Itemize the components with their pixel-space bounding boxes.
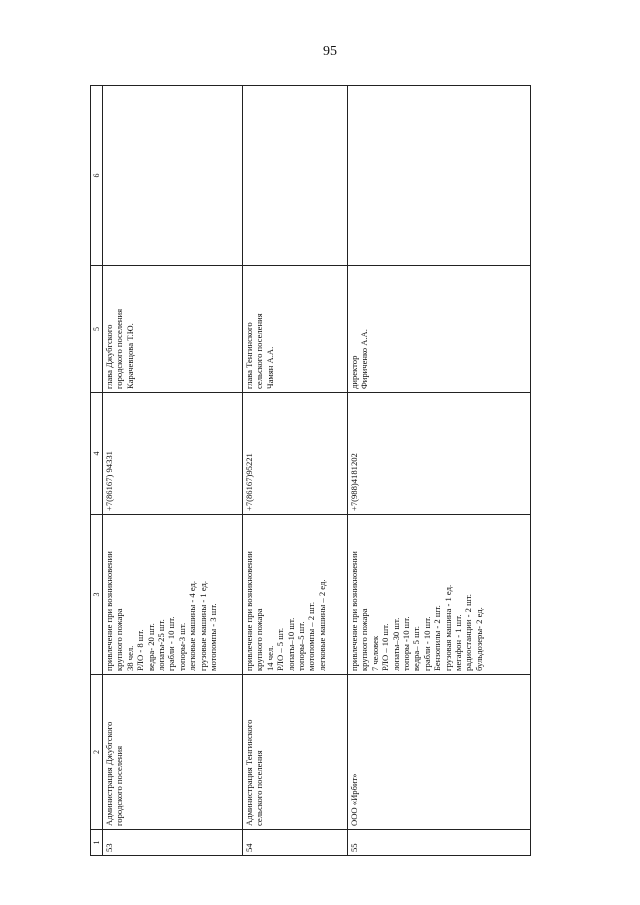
responsible-line: глава Джубгского (104, 324, 114, 389)
resources-cell (348, 515, 531, 675)
resource-line: грузовые машины - 1 ед. (197, 580, 208, 671)
resource-line: РЛО – 10 шт. (380, 623, 391, 671)
table-area (90, 86, 570, 856)
organization-cell (243, 675, 348, 830)
responsible-line: сельского поселения (254, 313, 265, 389)
resource-line: мегафон - 1 шт. (453, 614, 464, 671)
resource-line: бульдозеры- 2 ед. (473, 607, 484, 671)
resource-line: грабли - 10 шт. (421, 616, 432, 671)
phone-cell: +7(86167)95221 (243, 393, 348, 515)
row-number: 55 (348, 830, 531, 856)
responsible-line: Чамян А.А. (264, 346, 275, 389)
resources-table (90, 85, 531, 856)
rotated-table-wrapper (90, 86, 570, 856)
resource-line: Бензопилы - 2 шт. (432, 605, 443, 671)
table-row (103, 86, 243, 856)
resource-line: лопаты-25 шт. (156, 619, 167, 671)
resource-line: радиостанции - 2 шт. (463, 594, 474, 671)
resource-line: РЛО - 8 шт. (135, 629, 146, 671)
responsible-line: Карачевцова Т.Ю. (124, 323, 135, 389)
resource-line: крупного пожара (359, 608, 370, 671)
resource-line: крупного пожара (254, 608, 265, 671)
resource-line: топоры-3 шт. (176, 622, 187, 671)
table-row (348, 86, 531, 856)
resource-line: ведра- 20 шт. (145, 623, 156, 671)
resources-cell (103, 515, 243, 675)
phone-cell: +7(86167) 94331 (103, 393, 243, 515)
resource-line: привлечение при возникновении (244, 551, 254, 671)
resource-line: мотопомпы - 3 шт. (208, 603, 219, 671)
column-number: 4 (91, 393, 103, 515)
note-cell (103, 86, 243, 266)
column-number: 3 (91, 515, 103, 675)
responsible-cell (103, 266, 243, 393)
resource-line: 14 чел. (264, 645, 275, 671)
organization-cell (103, 675, 243, 830)
resource-line: ведра– 5 шт. (411, 626, 422, 671)
resource-line: легковые машины – 2 ед. (316, 579, 327, 671)
note-cell (348, 86, 531, 266)
resource-line: грабли - 10 шт. (166, 616, 177, 671)
resource-line: грузовая машина - 1 ед. (442, 584, 453, 671)
responsible-line: глава Тенгинского (244, 322, 254, 389)
column-number: 6 (91, 86, 103, 266)
responsible-cell (348, 266, 531, 393)
column-number-row (91, 86, 103, 856)
note-cell (243, 86, 348, 266)
responsible-cell (243, 266, 348, 393)
table-row (243, 86, 348, 856)
resource-line: лопаты–10 шт. (285, 617, 296, 671)
organization-line: сельского поселения (254, 750, 265, 826)
resource-line: топоры–5 шт. (296, 621, 307, 671)
resource-line: 7 человек (369, 635, 380, 671)
responsible-line: директор (349, 355, 359, 389)
column-number: 5 (91, 266, 103, 393)
resource-line: топоры -10 шт. (401, 616, 412, 671)
resource-line: привлечение при возникновении (349, 551, 359, 671)
column-number: 1 (91, 830, 103, 856)
responsible-line: городского поселения (114, 308, 125, 389)
row-number: 54 (243, 830, 348, 856)
resource-line: лопаты–30 шт. (390, 617, 401, 671)
organization-cell (348, 675, 531, 830)
organization-line: Администрация Тенгинского (244, 719, 254, 826)
resource-line: крупного пожара (114, 608, 125, 671)
organization-line: ООО «Ирбит» (349, 773, 359, 826)
row-number: 53 (103, 830, 243, 856)
resources-cell (243, 515, 348, 675)
resource-line: привлечение при возникновении (104, 551, 114, 671)
responsible-line: Фириченко А.А. (359, 329, 370, 389)
organization-line: Администрация Джубгского (104, 721, 114, 826)
organization-line: городского поселения (114, 745, 125, 826)
resource-line: 38 чел. (124, 645, 135, 671)
column-number: 2 (91, 675, 103, 830)
phone-cell: +7(988)4181202 (348, 393, 531, 515)
resource-line: РЛО – 5 шт. (275, 627, 286, 671)
resource-line: легковые машины - 4 ед. (187, 580, 198, 671)
resource-line: мотопомпы – 2 шт. (306, 601, 317, 671)
page-number: 95 (323, 44, 337, 59)
